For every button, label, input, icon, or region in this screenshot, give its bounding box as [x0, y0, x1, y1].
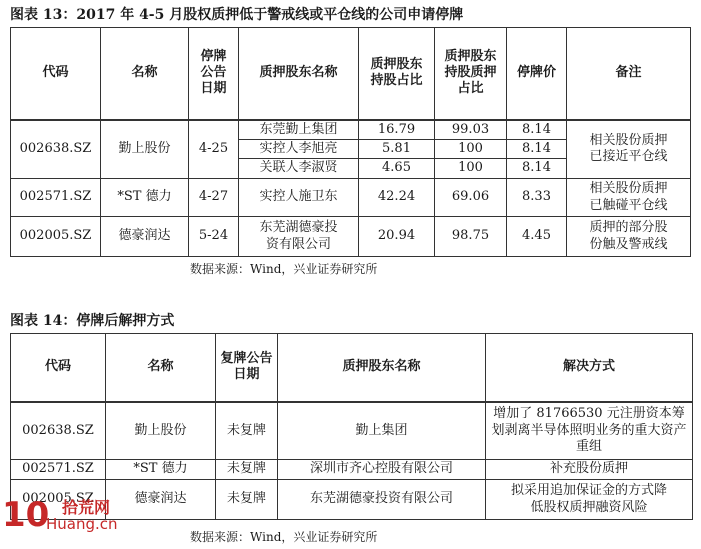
table1-source: 数据来源：Wind，兴业证券研究所: [190, 262, 378, 276]
cell-name: *ST 德力: [101, 179, 189, 217]
cell-name: *ST 德力: [106, 460, 216, 480]
table-row: [11, 120, 691, 140]
cell-holder: 东芜湖德豪投资有限公司: [239, 217, 359, 257]
t1-header-price: 停牌价: [507, 28, 567, 120]
table-row: [11, 460, 693, 480]
cell-share: 42.24: [359, 179, 435, 217]
cell-name: 勤上股份: [106, 402, 216, 460]
table1-header-row: [11, 28, 691, 120]
cell-solution: 增加了 81766530 元注册资本筹划剥离半导体照明业务的重大资产重组: [486, 402, 693, 460]
cell-price: 8.14: [507, 120, 567, 140]
cell-holder: 关联人李淑贤: [239, 159, 359, 179]
cell-holder: 实控人李旭亮: [239, 140, 359, 159]
cell-pledge: 69.06: [435, 179, 507, 217]
cell-share: 20.94: [359, 217, 435, 257]
watermark-text: 拾荒网: [62, 498, 111, 517]
cell-name: 德豪润达: [101, 217, 189, 257]
cell-code: 002638.SZ: [11, 402, 106, 460]
cell-solution: 补充股份质押: [486, 460, 693, 480]
table2-source: 数据来源：Wind，兴业证券研究所: [190, 530, 378, 544]
t1-header-code: 代码: [11, 28, 101, 120]
cell-date: 4-25: [189, 120, 239, 179]
cell-note: 相关股份质押已接近平仓线: [567, 120, 691, 179]
cell-holder: 勤上集团: [278, 402, 486, 460]
watermark-logo: [2, 495, 152, 545]
t2-header-holder: 质押股东名称: [278, 334, 486, 402]
cell-date: 4-27: [189, 179, 239, 217]
cell-price: 8.14: [507, 159, 567, 179]
t1-header-date: 停牌公告日期: [189, 28, 239, 120]
t2-header-solution: 解决方式: [486, 334, 693, 402]
cell-status: 未复牌: [216, 402, 278, 460]
cell-code: 002005.SZ: [11, 480, 106, 520]
cell-note: 相关股份质押已触碰平仓线: [567, 179, 691, 217]
cell-price: 4.45: [507, 217, 567, 257]
table2: [10, 333, 693, 520]
cell-code: 002005.SZ: [11, 217, 101, 257]
t1-header-share: 质押股东持股占比: [359, 28, 435, 120]
cell-share: 16.79: [359, 120, 435, 140]
t1-header-name: 名称: [101, 28, 189, 120]
cell-price: 8.14: [507, 140, 567, 159]
cell-code: 002638.SZ: [11, 120, 101, 179]
cell-status: 未复牌: [216, 480, 278, 520]
table1: [10, 27, 691, 257]
cell-price: 8.33: [507, 179, 567, 217]
table1-title: 图表 13：2017 年 4-5 月股权质押低于警戒线或平仓线的公司申请停牌: [10, 7, 464, 23]
table-row: [11, 217, 691, 257]
table2-header-row: [11, 334, 693, 402]
cell-code: 002571.SZ: [11, 460, 106, 480]
cell-share: 4.65: [359, 159, 435, 179]
cell-holder: 深圳市齐心控股有限公司: [278, 460, 486, 480]
table-row: [11, 179, 691, 217]
t1-header-pledge: 质押股东持股质押占比: [435, 28, 507, 120]
cell-note: 质押的部分股份触及警戒线: [567, 217, 691, 257]
cell-holder: 东芜湖德豪投资有限公司: [278, 480, 486, 520]
cell-pledge: 98.75: [435, 217, 507, 257]
cell-holder: 东莞勤上集团: [239, 120, 359, 140]
watermark-url: Huang.cn: [46, 515, 118, 533]
cell-status: 未复牌: [216, 460, 278, 480]
cell-share: 5.81: [359, 140, 435, 159]
cell-name: 德豪润达: [106, 480, 216, 520]
cell-pledge: 100: [435, 159, 507, 179]
cell-name: 勤上股份: [101, 120, 189, 179]
cell-pledge: 99.03: [435, 120, 507, 140]
t1-header-note: 备注: [567, 28, 691, 120]
cell-solution: 拟采用追加保证金的方式降低股权质押融资风险: [486, 480, 693, 520]
table2-title: 图表 14：停牌后解押方式: [10, 313, 175, 329]
t2-header-name: 名称: [106, 334, 216, 402]
watermark-number: 10: [2, 495, 50, 535]
cell-date: 5-24: [189, 217, 239, 257]
t2-header-status: 复牌公告日期: [216, 334, 278, 402]
cell-holder: 实控人施卫东: [239, 179, 359, 217]
t1-header-holder: 质押股东名称: [239, 28, 359, 120]
table-row: [11, 402, 693, 460]
cell-pledge: 100: [435, 140, 507, 159]
t2-header-code: 代码: [11, 334, 106, 402]
cell-code: 002571.SZ: [11, 179, 101, 217]
